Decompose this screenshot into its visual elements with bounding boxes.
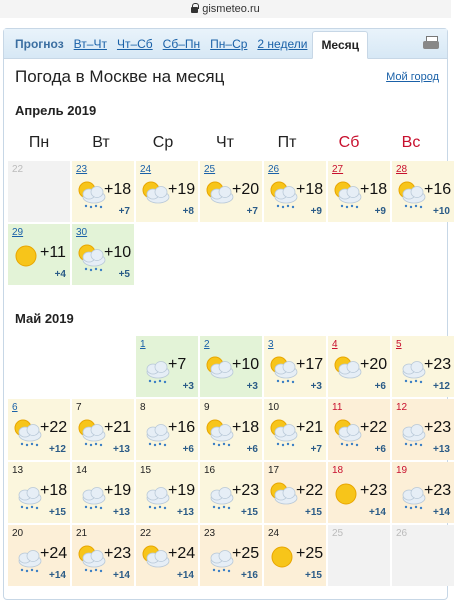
sun-cloud-rain-icon bbox=[267, 417, 299, 447]
day-cell[interactable] bbox=[72, 224, 134, 285]
day-cell bbox=[328, 399, 390, 460]
day-number: 24 bbox=[268, 528, 280, 539]
night-temperature: +6 bbox=[182, 444, 194, 455]
sun-cloud-rain-icon bbox=[75, 417, 107, 447]
day-temperature: +19 bbox=[168, 482, 196, 499]
day-temperature: +23 bbox=[232, 482, 260, 499]
night-temperature: +14 bbox=[369, 507, 386, 518]
tab-bar bbox=[4, 29, 447, 59]
day-cell[interactable] bbox=[392, 336, 454, 397]
day-number: 10 bbox=[268, 402, 280, 413]
night-temperature: +14 bbox=[49, 570, 66, 581]
day-number[interactable]: 2 bbox=[204, 339, 210, 350]
lock-icon bbox=[191, 7, 198, 13]
day-cell[interactable] bbox=[264, 161, 326, 222]
day-cell bbox=[72, 399, 134, 460]
day-number: 8 bbox=[140, 402, 146, 413]
night-temperature: +10 bbox=[433, 206, 450, 217]
night-temperature: +15 bbox=[49, 507, 66, 518]
weekday-label: Сб bbox=[338, 134, 360, 151]
night-temperature: +6 bbox=[246, 444, 258, 455]
day-cell bbox=[136, 462, 198, 523]
forecast-panel bbox=[3, 28, 452, 600]
day-temperature: +22 bbox=[296, 482, 324, 499]
day-cell bbox=[200, 525, 262, 586]
cloud-rain-icon bbox=[203, 543, 235, 573]
printer-icon[interactable] bbox=[423, 36, 439, 50]
day-number[interactable]: 26 bbox=[268, 164, 280, 175]
night-temperature: +8 bbox=[182, 206, 194, 217]
day-number[interactable]: 24 bbox=[140, 164, 152, 175]
day-temperature: +21 bbox=[104, 419, 132, 436]
cloud-rain-icon bbox=[75, 480, 107, 510]
day-temperature: +23 bbox=[104, 545, 132, 562]
day-temperature: +20 bbox=[232, 181, 260, 198]
day-number[interactable]: 27 bbox=[332, 164, 344, 175]
day-number[interactable]: 6 bbox=[12, 402, 18, 413]
night-temperature: +15 bbox=[305, 507, 322, 518]
weekday-label: Вс bbox=[401, 134, 421, 151]
day-number[interactable]: 23 bbox=[76, 164, 88, 175]
weekday-header bbox=[8, 134, 447, 152]
day-temperature: +10 bbox=[232, 356, 260, 373]
night-temperature: +7 bbox=[118, 206, 130, 217]
day-temperature: +18 bbox=[40, 482, 68, 499]
day-temperature: +19 bbox=[104, 482, 132, 499]
day-number: 18 bbox=[332, 465, 344, 476]
day-number: 26 bbox=[396, 528, 408, 539]
day-temperature: +23 bbox=[360, 482, 388, 499]
weekday-label: Чт bbox=[216, 134, 234, 151]
month-label-april: Апрель 2019 bbox=[15, 103, 97, 118]
night-temperature: +14 bbox=[433, 507, 450, 518]
sun-cloud-rain-icon bbox=[75, 543, 107, 573]
weekday-label: Пн bbox=[28, 134, 50, 151]
day-cell bbox=[136, 399, 198, 460]
tab-2[interactable]: Чт–Сб bbox=[116, 37, 153, 51]
day-temperature: +18 bbox=[104, 181, 132, 198]
day-number[interactable]: 5 bbox=[396, 339, 402, 350]
night-temperature: +13 bbox=[113, 507, 130, 518]
day-temperature: +24 bbox=[168, 545, 196, 562]
sun-cloud-rain-icon bbox=[395, 179, 427, 209]
tab-6[interactable]: Месяц bbox=[312, 31, 368, 59]
day-cell bbox=[328, 462, 390, 523]
night-temperature: +7 bbox=[310, 444, 322, 455]
day-cell bbox=[392, 525, 454, 586]
sun-icon bbox=[331, 480, 363, 510]
sun-cloud-icon bbox=[203, 179, 235, 209]
sun-icon bbox=[267, 543, 299, 573]
day-number[interactable]: 29 bbox=[12, 227, 24, 238]
sun-cloud-rain-icon bbox=[75, 242, 107, 272]
day-number: 25 bbox=[332, 528, 344, 539]
night-temperature: +3 bbox=[246, 381, 258, 392]
day-temperature: +18 bbox=[296, 181, 324, 198]
cloud-rain-icon bbox=[11, 543, 43, 573]
day-temperature: +18 bbox=[232, 419, 260, 436]
day-number: 20 bbox=[12, 528, 24, 539]
day-cell[interactable] bbox=[392, 161, 454, 222]
day-temperature: +23 bbox=[424, 419, 452, 436]
sun-cloud-rain-icon bbox=[11, 417, 43, 447]
tab-1[interactable]: Вт–Чт bbox=[73, 37, 107, 51]
day-cell[interactable] bbox=[264, 336, 326, 397]
cloud-rain-icon bbox=[395, 417, 427, 447]
cloud-rain-icon bbox=[11, 480, 43, 510]
weekday-label: Ср bbox=[152, 134, 174, 151]
day-cell[interactable] bbox=[72, 161, 134, 222]
night-temperature: +15 bbox=[305, 570, 322, 581]
sun-cloud-rain-icon bbox=[203, 417, 235, 447]
sun-cloud-icon bbox=[267, 480, 299, 510]
day-number: 16 bbox=[204, 465, 216, 476]
day-temperature: +16 bbox=[168, 419, 196, 436]
day-cell[interactable] bbox=[8, 224, 70, 285]
day-number: 15 bbox=[140, 465, 152, 476]
night-temperature: +16 bbox=[241, 570, 258, 581]
cloud-rain-icon bbox=[139, 354, 171, 384]
month-label-may: Май 2019 bbox=[15, 311, 74, 326]
day-temperature: +23 bbox=[424, 482, 452, 499]
night-temperature: +12 bbox=[49, 444, 66, 455]
tab-0[interactable]: Прогноз bbox=[15, 37, 64, 51]
day-number: 12 bbox=[396, 402, 408, 413]
my-city-link[interactable]: Мой город bbox=[386, 71, 439, 83]
night-temperature: +13 bbox=[177, 507, 194, 518]
day-number: 11 bbox=[332, 402, 343, 413]
sun-cloud-rain-icon bbox=[75, 179, 107, 209]
day-cell bbox=[264, 525, 326, 586]
night-temperature: +14 bbox=[113, 570, 130, 581]
day-number: 7 bbox=[76, 402, 82, 413]
sun-cloud-icon bbox=[139, 179, 171, 209]
address-bar[interactable] bbox=[0, 0, 451, 18]
day-temperature: +18 bbox=[360, 181, 388, 198]
cloud-rain-icon bbox=[203, 480, 235, 510]
night-temperature: +13 bbox=[433, 444, 450, 455]
day-cell[interactable] bbox=[8, 399, 70, 460]
day-number[interactable]: 4 bbox=[332, 339, 338, 350]
sun-cloud-icon bbox=[139, 543, 171, 573]
day-temperature: +22 bbox=[360, 419, 388, 436]
day-number: 23 bbox=[204, 528, 216, 539]
day-temperature: +11 bbox=[40, 244, 66, 261]
calendar-april bbox=[8, 161, 452, 285]
cloud-rain-icon bbox=[395, 480, 427, 510]
night-temperature: +4 bbox=[54, 269, 66, 280]
empty-cell bbox=[8, 336, 70, 397]
day-temperature: +23 bbox=[424, 356, 452, 373]
day-temperature: +25 bbox=[232, 545, 260, 562]
weekday-label: Пт bbox=[277, 134, 297, 151]
day-temperature: +19 bbox=[168, 181, 196, 198]
day-temperature: +24 bbox=[40, 545, 68, 562]
day-cell bbox=[264, 399, 326, 460]
night-temperature: +5 bbox=[118, 269, 130, 280]
day-cell bbox=[392, 462, 454, 523]
day-number[interactable]: 1 bbox=[140, 339, 146, 350]
sun-cloud-rain-icon bbox=[331, 179, 363, 209]
night-temperature: +3 bbox=[310, 381, 322, 392]
tab-3[interactable]: Сб–Пн bbox=[162, 37, 201, 51]
day-temperature: +17 bbox=[296, 356, 324, 373]
tab-5[interactable]: 2 недели bbox=[257, 37, 308, 51]
day-number[interactable]: 30 bbox=[76, 227, 88, 238]
day-cell bbox=[136, 525, 198, 586]
calendar-may bbox=[8, 336, 452, 586]
day-temperature: +20 bbox=[360, 356, 388, 373]
day-cell bbox=[8, 462, 70, 523]
day-cell[interactable] bbox=[136, 161, 198, 222]
cloud-rain-icon bbox=[395, 354, 427, 384]
day-cell[interactable] bbox=[136, 336, 198, 397]
day-temperature: +10 bbox=[104, 244, 132, 261]
day-temperature: +22 bbox=[40, 419, 68, 436]
day-cell bbox=[328, 525, 390, 586]
night-temperature: +12 bbox=[433, 381, 450, 392]
day-number[interactable]: 3 bbox=[268, 339, 274, 350]
night-temperature: +9 bbox=[310, 206, 322, 217]
sun-cloud-rain-icon bbox=[267, 354, 299, 384]
day-cell bbox=[72, 462, 134, 523]
sun-cloud-icon bbox=[203, 354, 235, 384]
day-temperature: +21 bbox=[296, 419, 324, 436]
day-number: 13 bbox=[12, 465, 24, 476]
weekday-label: Вт bbox=[92, 134, 110, 151]
page-title: Погода в Москве на месяц bbox=[15, 67, 225, 86]
url-text: gismeteo.ru bbox=[202, 3, 260, 15]
night-temperature: +7 bbox=[246, 206, 258, 217]
day-temperature: +25 bbox=[296, 545, 324, 562]
header bbox=[4, 59, 447, 87]
night-temperature: +14 bbox=[177, 570, 194, 581]
day-number: 19 bbox=[396, 465, 408, 476]
day-number: 14 bbox=[76, 465, 88, 476]
tab-4[interactable]: Пн–Ср bbox=[210, 37, 248, 51]
cloud-rain-icon bbox=[139, 417, 171, 447]
night-temperature: +3 bbox=[182, 381, 194, 392]
day-cell bbox=[200, 399, 262, 460]
day-number: 9 bbox=[204, 402, 210, 413]
day-cell[interactable] bbox=[200, 336, 262, 397]
day-cell bbox=[264, 462, 326, 523]
day-number: 21 bbox=[76, 528, 88, 539]
day-cell bbox=[72, 525, 134, 586]
night-temperature: +6 bbox=[374, 381, 386, 392]
day-cell bbox=[8, 161, 70, 222]
empty-cell bbox=[72, 336, 134, 397]
day-number[interactable]: 25 bbox=[204, 164, 216, 175]
day-cell[interactable] bbox=[328, 161, 390, 222]
sun-cloud-icon bbox=[331, 354, 363, 384]
day-cell[interactable] bbox=[328, 336, 390, 397]
cloud-rain-icon bbox=[139, 480, 171, 510]
night-temperature: +6 bbox=[374, 444, 386, 455]
day-cell bbox=[8, 525, 70, 586]
sun-icon bbox=[11, 242, 43, 272]
night-temperature: +13 bbox=[113, 444, 130, 455]
day-number[interactable]: 28 bbox=[396, 164, 408, 175]
day-cell bbox=[200, 462, 262, 523]
day-number: 17 bbox=[268, 465, 280, 476]
sun-cloud-rain-icon bbox=[331, 417, 363, 447]
sun-cloud-rain-icon bbox=[267, 179, 299, 209]
day-number: 22 bbox=[12, 164, 24, 175]
day-cell[interactable] bbox=[200, 161, 262, 222]
night-temperature: +9 bbox=[374, 206, 386, 217]
day-number: 22 bbox=[140, 528, 152, 539]
night-temperature: +15 bbox=[241, 507, 258, 518]
day-temperature: +16 bbox=[424, 181, 452, 198]
day-temperature: +7 bbox=[168, 356, 187, 373]
day-cell bbox=[392, 399, 454, 460]
